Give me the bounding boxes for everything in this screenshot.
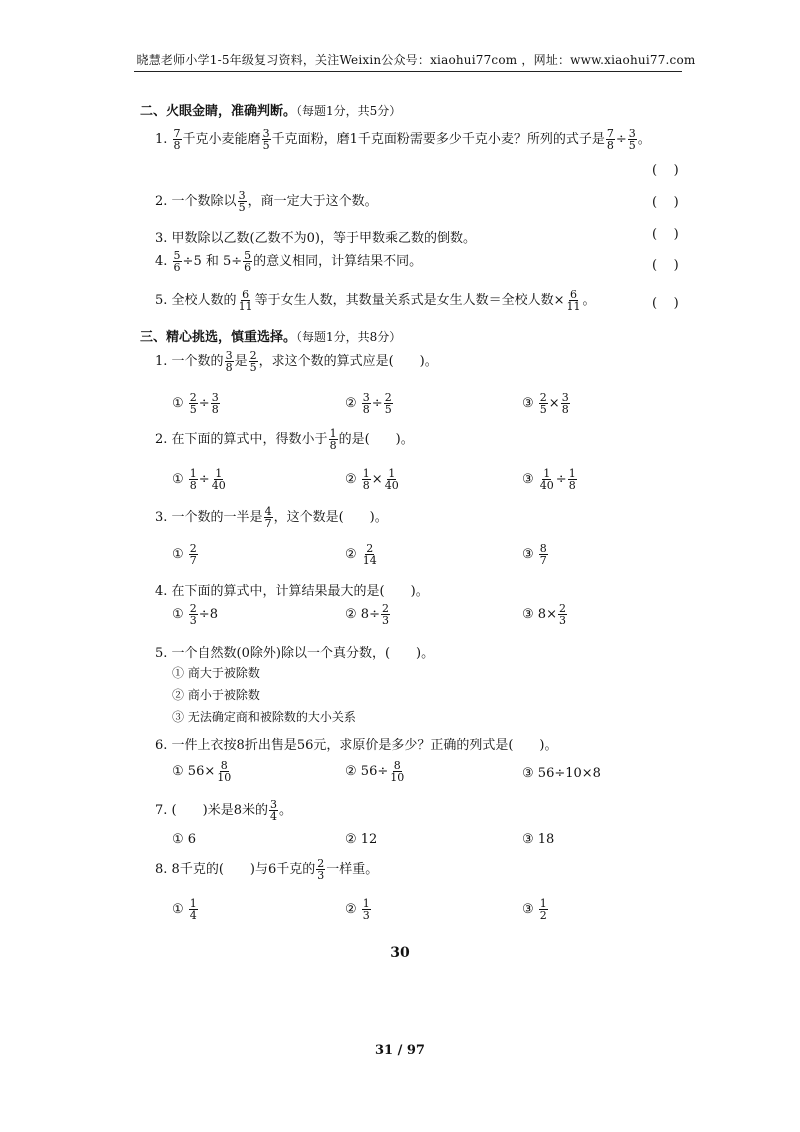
q7-option-2[interactable]: ② 12: [345, 832, 378, 847]
judge-item-2: 2. 一个数除以 $\frac{3}{5}$ ，商一定大于这个数。: [155, 189, 378, 214]
section-3-note: （每题1分，共8分）: [296, 330, 402, 344]
q1-option-2[interactable]: ② $\frac{3}{8}$ ÷ $\frac{2}{5}$: [345, 391, 392, 416]
q2-option-1[interactable]: ① $\frac{1}{8}$ ÷ $\frac{1}{40}$: [172, 467, 226, 492]
q6-option-1[interactable]: ① 56× $\frac{8}{10}$: [172, 759, 232, 784]
q8-option-2[interactable]: ② $\frac{1}{3}$: [345, 897, 370, 922]
q3-option-2[interactable]: ② $\frac{2}{14}$: [345, 542, 377, 567]
q5-option-1[interactable]: ① 商大于被除数: [172, 666, 260, 680]
page-number: 30: [390, 945, 410, 961]
q1-option-1[interactable]: ① $\frac{2}{5}$ ÷ $\frac{3}{8}$: [172, 391, 219, 416]
choice-question-1: 1. 一个数的 $\frac{3}{8}$ 是 $\frac{2}{5}$ ，求这个数的算式应是( )。: [155, 349, 438, 374]
q5-option-2[interactable]: ② 商小于被除数: [172, 688, 260, 702]
choice-question-3: 3. 一个数的一半是 $\frac{4}{7}$ ，这个数是( )。: [155, 505, 388, 530]
fraction: $\frac{5}{6}$: [244, 249, 252, 274]
section-2-note: （每题1分，共5分）: [296, 104, 402, 118]
fraction: $\frac{3}{5}$: [628, 127, 636, 152]
q6-option-3[interactable]: ③ 56÷10×8: [522, 766, 601, 781]
choice-question-5: 5. 一个自然数(0除外)除以一个真分数，( )。: [155, 646, 435, 661]
answer-blank-1[interactable]: ( ): [652, 163, 679, 178]
section-3-title: 三、精心挑选，慎重选择。（每题1分，共8分）: [140, 330, 402, 345]
answer-blank-3[interactable]: ( ): [652, 227, 679, 242]
fraction: $\frac{3}{5}$: [262, 127, 270, 152]
judge-item-3: 3. 甲数除以乙数(乙数不为0)，等于甲数乘乙数的倒数。: [155, 231, 476, 246]
fraction: $\frac{5}{6}$: [173, 249, 181, 274]
fraction: $\frac{6}{11}$: [566, 288, 581, 313]
q3-option-3[interactable]: ③ $\frac{8}{7}$: [522, 542, 547, 567]
q4-option-3[interactable]: ③ 8× $\frac{2}{3}$: [522, 602, 566, 627]
page-header: 晓慧老师小学1-5年级复习资料，关注Weixin公众号：xiaohui77com ，网址：www.xiaohui77.com: [136, 53, 696, 67]
q7-option-3[interactable]: ③ 18: [522, 832, 555, 847]
page-count: 31 / 97: [375, 1043, 425, 1058]
header-divider: [134, 71, 682, 72]
section-2-title: 二、火眼金睛，准确判断。（每题1分，共5分）: [140, 104, 402, 119]
judge-item-4: 4. $\frac{5}{6}$ ÷5 和 5÷ $\frac{5}{6}$ 的意义相同，计算结果不同。: [155, 249, 423, 274]
q8-option-3[interactable]: ③ $\frac{1}{2}$: [522, 897, 547, 922]
fraction: $\frac{4}{7}$: [264, 505, 272, 530]
q8-option-1[interactable]: ① $\frac{1}{4}$: [172, 897, 197, 922]
judge-item-5: 5. 全校人数的 $\frac{6}{11}$ 等于女生人数，其数量关系式是女生人数＝全校人数× $\frac{6}{11}$ 。: [155, 288, 596, 313]
choice-question-6: 6. 一件上衣按8折出售是56元，求原价是多少？正确的列式是( )。: [155, 738, 558, 753]
q4-option-2[interactable]: ② 8÷ $\frac{2}{3}$: [345, 602, 389, 627]
judge-item-1: 1. $\frac{7}{8}$ 千克小麦能磨 $\frac{3}{5}$ 千克面粉，磨1千克面粉需要多少千克小麦？所列的式子是 $\frac{7}{8}$ ÷ $\frac{3}{5}$ 。: [155, 127, 651, 152]
fraction: $\frac{7}{8}$: [606, 127, 614, 152]
answer-blank-4[interactable]: ( ): [652, 258, 679, 273]
fraction: $\frac{1}{8}$: [329, 427, 337, 452]
fraction: $\frac{2}{5}$: [249, 349, 257, 374]
q2-option-2[interactable]: ② $\frac{1}{8}$ × $\frac{1}{40}$: [345, 467, 399, 492]
fraction: $\frac{2}{3}$: [317, 857, 325, 882]
q2-option-3[interactable]: ③ $\frac{1}{40}$ ÷ $\frac{1}{8}$: [522, 467, 576, 492]
choice-question-8: 8. 8千克的( )与6千克的 $\frac{2}{3}$ 一样重。: [155, 857, 379, 882]
q1-option-3[interactable]: ③ $\frac{2}{5}$ × $\frac{3}{8}$: [522, 391, 569, 416]
fraction: $\frac{6}{11}$: [238, 288, 253, 313]
fraction: $\frac{7}{8}$: [173, 127, 181, 152]
choice-question-2: 2. 在下面的算式中，得数小于 $\frac{1}{8}$ 的是( )。: [155, 427, 414, 452]
choice-question-4: 4. 在下面的算式中，计算结果最大的是( )。: [155, 584, 429, 599]
fraction: $\frac{3}{8}$: [225, 349, 233, 374]
fraction: $\frac{3}{5}$: [238, 189, 246, 214]
q3-option-1[interactable]: ① $\frac{2}{7}$: [172, 542, 197, 567]
answer-blank-2[interactable]: ( ): [652, 195, 679, 210]
q4-option-1[interactable]: ① $\frac{2}{3}$ ÷8: [172, 602, 218, 627]
fraction: $\frac{3}{4}$: [269, 798, 277, 823]
q6-option-2[interactable]: ② 56÷ $\frac{8}{10}$: [345, 759, 405, 784]
choice-question-7: 7. ( )米是8米的 $\frac{3}{4}$ 。: [155, 798, 292, 823]
q7-option-1[interactable]: ① 6: [172, 832, 197, 847]
answer-blank-5[interactable]: ( ): [652, 296, 679, 311]
q5-option-3[interactable]: ③ 无法确定商和被除数的大小关系: [172, 710, 356, 724]
